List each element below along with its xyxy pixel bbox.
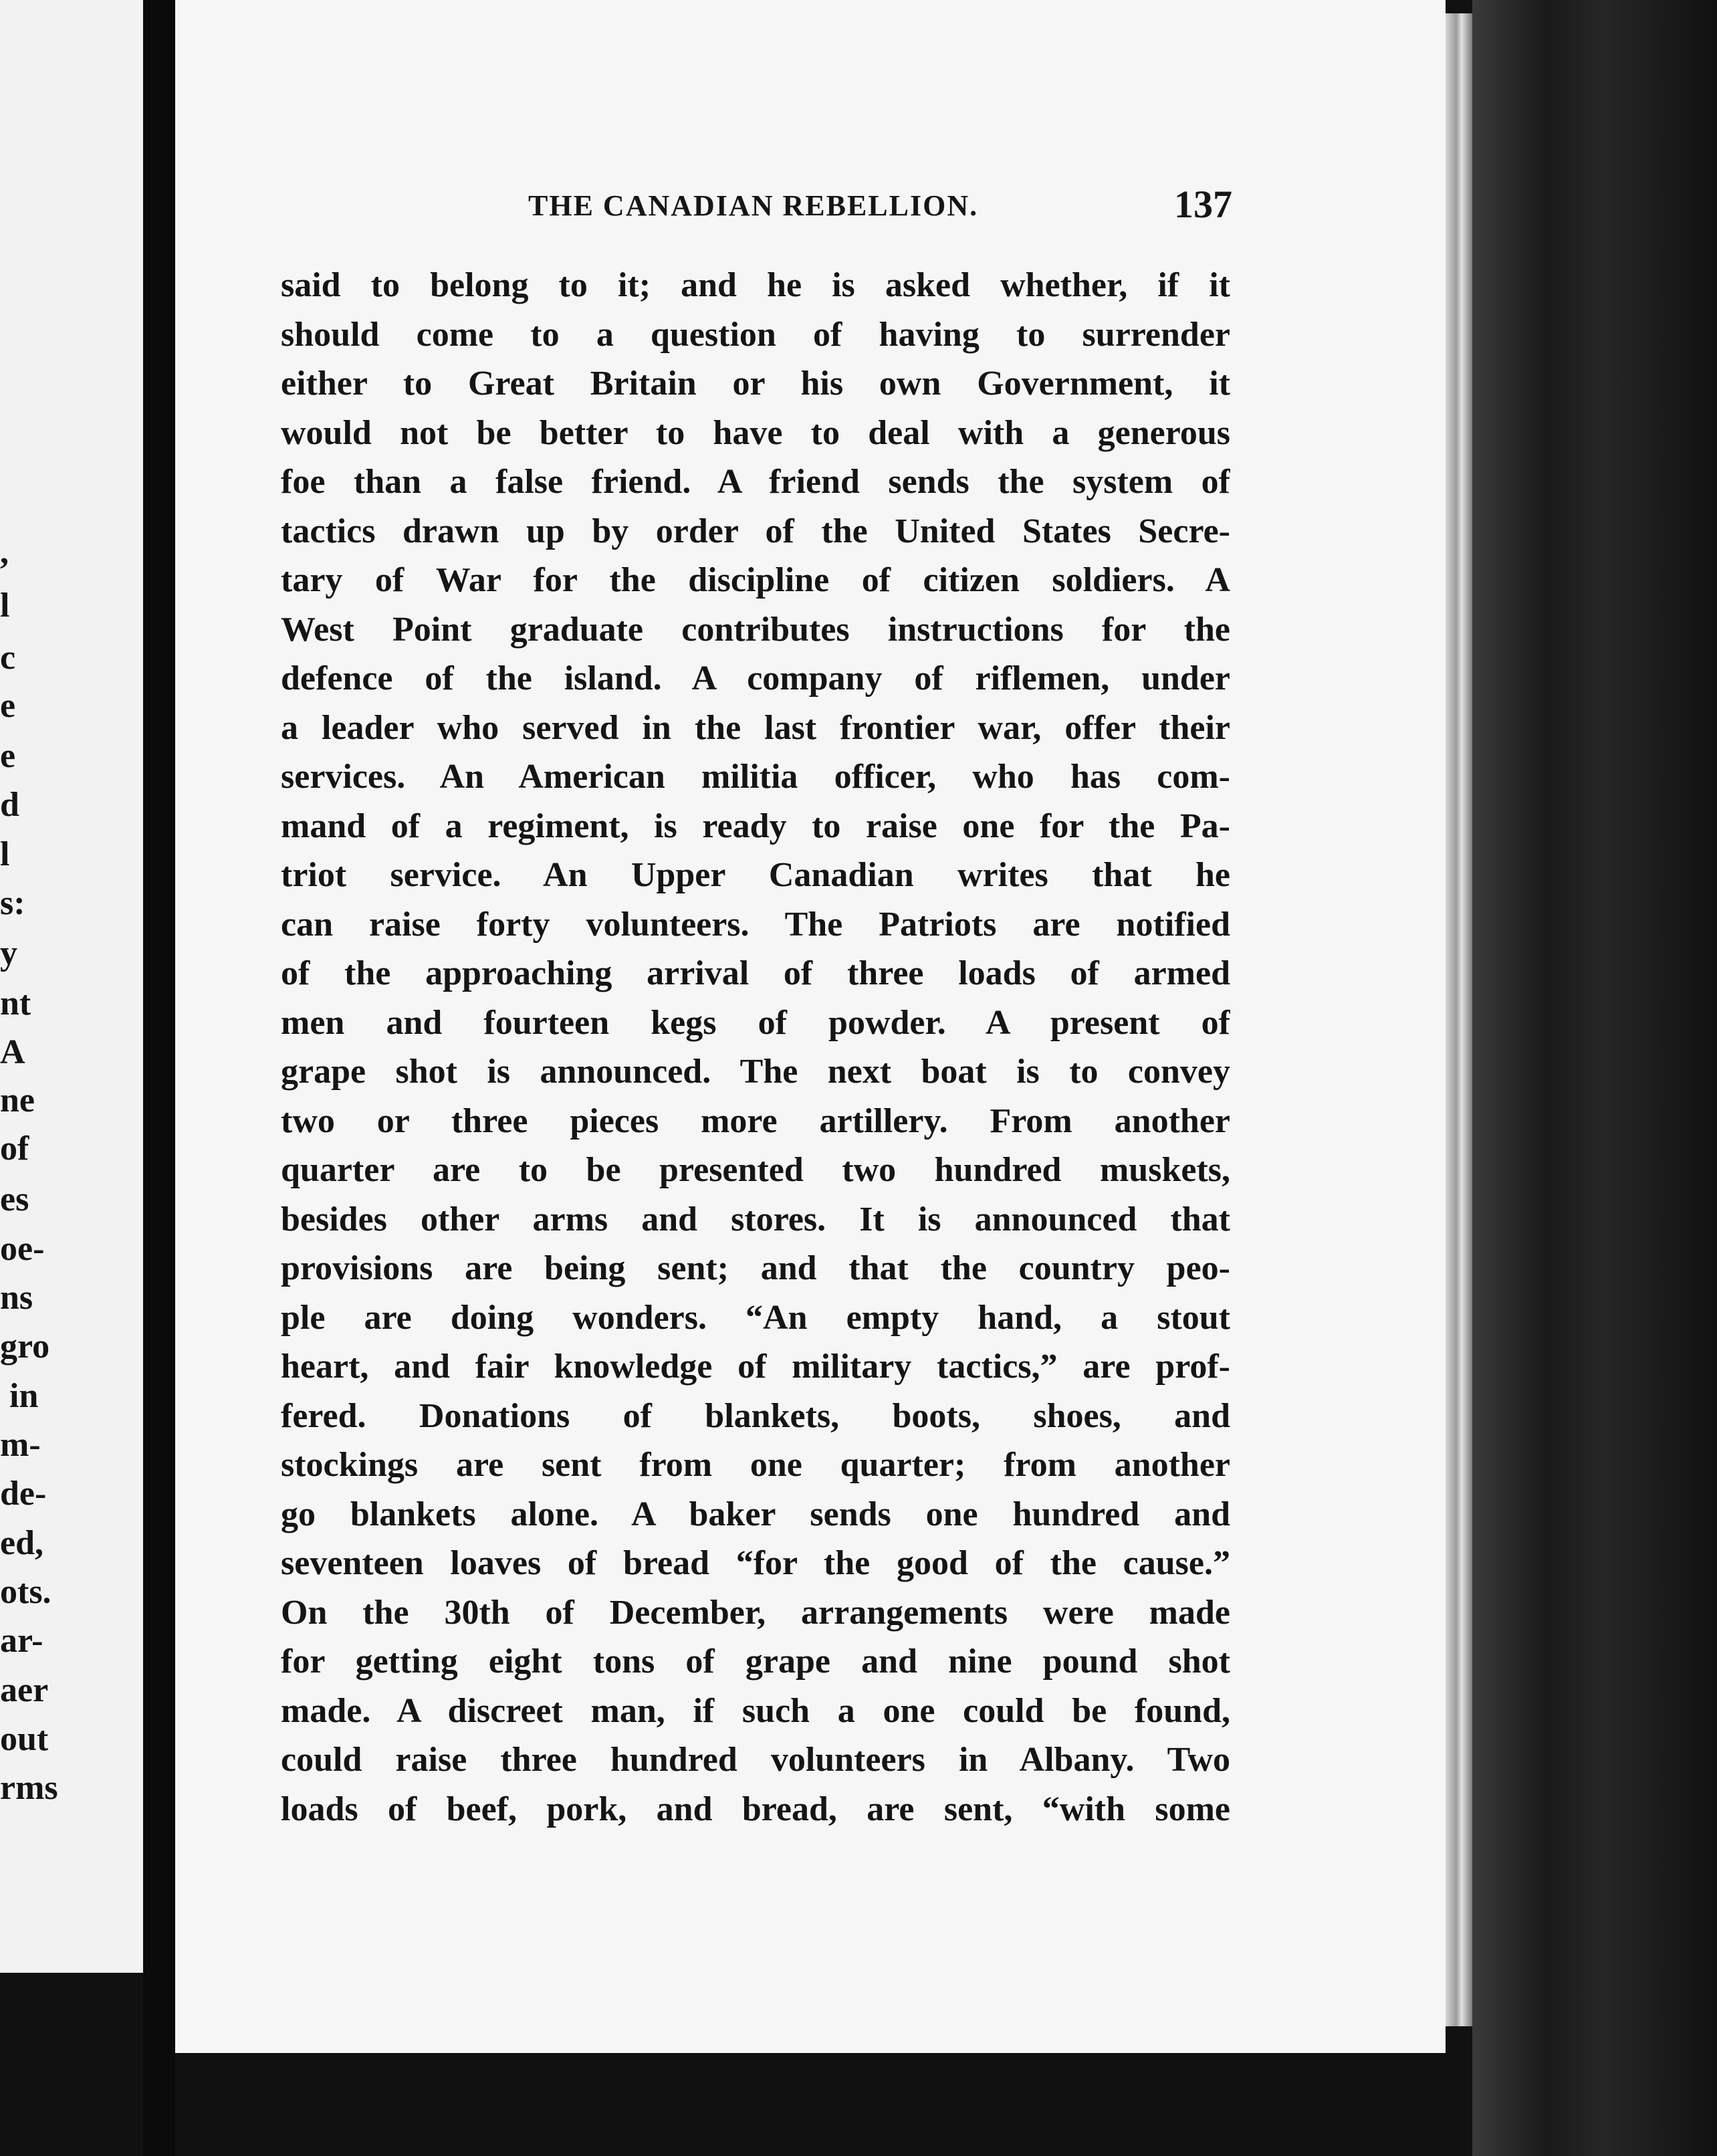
text-line: men and fourteen kegs of powder. A present of	[281, 1003, 1230, 1042]
text-line: for getting eight tons of grape and nine pound shot	[281, 1642, 1230, 1681]
left-page-fragment: ns	[0, 1279, 33, 1317]
left-page-fragment: m-	[0, 1426, 41, 1464]
left-page-fragment: l	[0, 835, 10, 873]
left-page-fragment: in	[9, 1377, 39, 1415]
text-line: two or three pieces more artillery. From another	[281, 1101, 1230, 1140]
text-line: ple are doing wonders. “An empty hand, a stout	[281, 1298, 1230, 1337]
book-gutter	[143, 0, 175, 2156]
text-line: services. An American militia officer, who has com-	[281, 758, 1230, 796]
running-title: THE CANADIAN REBELLION.	[528, 189, 979, 222]
left-page-fragment: c	[0, 639, 16, 677]
left-page-fragment: ots.	[0, 1573, 51, 1611]
text-line: quarter are to be presented two hundred muskets,	[281, 1151, 1230, 1189]
text-line: heart, and fair knowledge of military tactics,” are prof-	[281, 1348, 1230, 1386]
text-line: should come to a question of having to surrender	[281, 315, 1230, 354]
text-line: a leader who served in the last frontier war, offer their	[281, 708, 1230, 747]
text-line: seventeen loaves of bread “for the good of the cause.”	[281, 1544, 1230, 1582]
text-line: grape shot is announced. The next boat is to convey	[281, 1053, 1230, 1091]
text-line: stockings are sent from one quarter; from another	[281, 1446, 1230, 1484]
text-line: made. A discreet man, if such a one could be found,	[281, 1691, 1230, 1730]
left-page-fragment: s:	[0, 884, 25, 922]
text-line: defence of the island. A company of riflemen, under	[281, 659, 1230, 697]
text-line: West Point graduate contributes instructions for the	[281, 610, 1230, 649]
text-line: tary of War for the discipline of citizen soldiers. A	[281, 561, 1230, 599]
left-page-fragment: ,	[0, 533, 9, 571]
left-page-fragment: aer	[0, 1671, 49, 1709]
left-page-fragment: rms	[0, 1769, 58, 1807]
text-line: besides other arms and stores. It is announced that	[281, 1200, 1230, 1238]
left-page-fragment: A	[0, 1033, 25, 1071]
left-page-fragment: es	[0, 1180, 29, 1218]
left-page-fragment: oe-	[0, 1230, 45, 1268]
body-text	[281, 261, 1230, 1834]
book-cover-edge	[1472, 0, 1717, 2156]
text-line: could raise three hundred volunteers in Albany. Two	[281, 1741, 1230, 1779]
left-page-fragment: of	[0, 1129, 29, 1168]
text-line: fered. Donations of blankets, boots, shoes, and	[281, 1396, 1230, 1435]
text-line: said to belong to it; and he is asked whether, if it	[281, 266, 1230, 304]
text-line: loads of beef, pork, and bread, are sent, “with some	[281, 1790, 1230, 1828]
left-page-fragment: gro	[0, 1327, 50, 1366]
left-facing-page	[0, 0, 143, 1973]
left-page-fragment: l	[0, 586, 10, 625]
left-page-fragment: ne	[0, 1081, 35, 1119]
left-page-fragment: d	[0, 786, 19, 824]
left-page-fragment: e	[0, 737, 16, 775]
text-line: provisions are being sent; and that the country peo-	[281, 1249, 1230, 1287]
text-line: of the approaching arrival of three loads of armed	[281, 954, 1230, 992]
text-line: go blankets alone. A baker sends one hundred and	[281, 1495, 1230, 1533]
left-page-fragment: y	[0, 934, 17, 972]
text-line: On the 30th of December, arrangements were made	[281, 1593, 1230, 1632]
text-line: either to Great Britain or his own Government, it	[281, 364, 1230, 403]
left-page-fragment: e	[0, 687, 16, 725]
left-page-fragment: out	[0, 1720, 49, 1758]
page-number: 137	[1174, 183, 1232, 226]
text-line: foe than a false friend. A friend sends the system of	[281, 463, 1230, 501]
left-page-fragment: ed,	[0, 1524, 43, 1562]
text-line: triot service. An Upper Canadian writes that he	[281, 856, 1230, 894]
text-line: would not be better to have to deal with a generous	[281, 413, 1230, 452]
page-edges	[1446, 13, 1472, 2026]
left-page-fragment: nt	[0, 984, 31, 1022]
text-line: mand of a regiment, is ready to raise one for the Pa-	[281, 806, 1230, 845]
text-line: can raise forty volunteers. The Patriots are notified	[281, 905, 1230, 944]
left-page-fragment: de-	[0, 1475, 47, 1513]
text-line: tactics drawn up by order of the United States Secre-	[281, 512, 1230, 550]
left-page-fragment: ar-	[0, 1622, 43, 1660]
